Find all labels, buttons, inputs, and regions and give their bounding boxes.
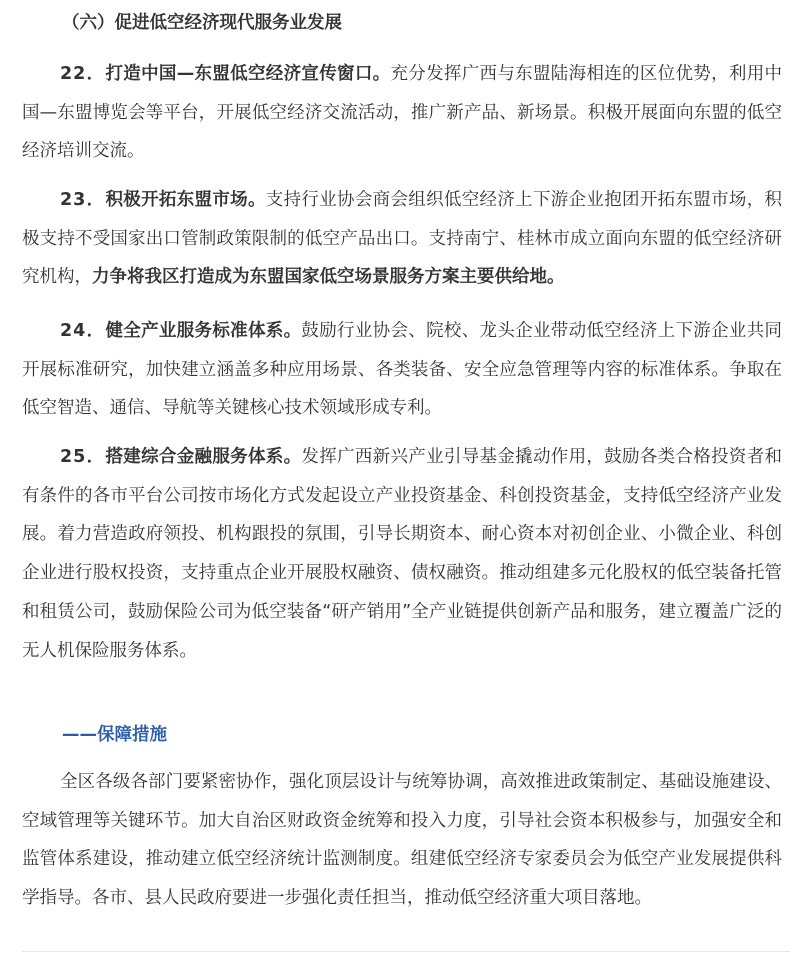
measures-body: 全区各级各部门要紧密协作，强化顶层设计与统筹协调，高效推进政策制定、基础设施建设、空域管理等关键环节。加大自治区财政资金统筹和投入力度，引导社会资本积极参与，加强安全和监管体系建设，推动建立低空经济统计监测制度。组建低空经济专家委员会为低空产业发展提供科学指导。各市、县人民政府要进一步强化责任担当，推动低空经济重大项目落地。 bbox=[22, 772, 782, 909]
measures-paragraph bbox=[22, 763, 782, 918]
item-22-body: 充分发挥广西与东盟陆海相连的区位优势，利用中国—东盟博览会等平台，开展低空经济交流活动，推广新产品、新场景。积极开展面向东盟的低空经济培训交流。 bbox=[22, 64, 783, 162]
item-22-number: 22． bbox=[60, 64, 106, 84]
item-25-title: 搭建综合金融服务体系。 bbox=[105, 447, 302, 467]
measures-heading: ——保障措施 bbox=[62, 725, 167, 745]
item-24-title: 健全产业服务标准体系。 bbox=[105, 321, 302, 341]
item-23-number: 23． bbox=[60, 190, 106, 210]
item-23-paragraph bbox=[22, 181, 782, 297]
item-22-title: 打造中国—东盟低空经济宣传窗口。 bbox=[105, 64, 391, 84]
bottom-divider bbox=[22, 951, 790, 952]
item-22-paragraph bbox=[22, 55, 782, 171]
item-23-emphasis: 力争将我区打造成为东盟国家低空场景服务方案主要供给地。 bbox=[92, 267, 565, 288]
item-25-body: 发挥广西新兴产业引导基金撬动作用，鼓励各类合格投资者和有条件的各市平台公司按市场化方式发起设立产业投资基金、科创投资基金，支持低空经济产业发展。着力营造政府领投、机构跟投的氛围，引导长期资本、耐心资本对初创企业、小微企业、科创企业进行股权投资，支持重点企业开展股权融资、债权融资。推动组建多元化股权的低空装备托管和租赁公司，鼓励保险公司为低空装备“研产销用”全产业链提供创新产品和服务，建立覆盖广泛的无人机保险服务体系。 bbox=[22, 447, 783, 661]
item-24-number: 24． bbox=[60, 321, 106, 341]
section-title: （六）促进低空经济现代服务业发展 bbox=[62, 13, 342, 33]
item-25-paragraph bbox=[22, 438, 782, 670]
item-24-paragraph bbox=[22, 312, 782, 428]
item-24-body: 鼓励行业协会、院校、龙头企业带动低空经济上下游企业共同开展标准研究，加快建立涵盖多种应用场景、各类装备、安全应急管理等内容的标准体系。争取在低空智造、通信、导航等关键核心技术领域形成专利。 bbox=[22, 321, 783, 419]
item-23-title: 积极开拓东盟市场。 bbox=[105, 190, 266, 210]
item-23-body: 支持行业协会商会组织低空经济上下游企业抱团开拓东盟市场，积极支持不受国家出口管制政策限制的低空产品出口。支持南宁、桂林市成立面向东盟的低空经济研究机构， bbox=[22, 190, 783, 288]
item-25-number: 25． bbox=[60, 447, 106, 467]
